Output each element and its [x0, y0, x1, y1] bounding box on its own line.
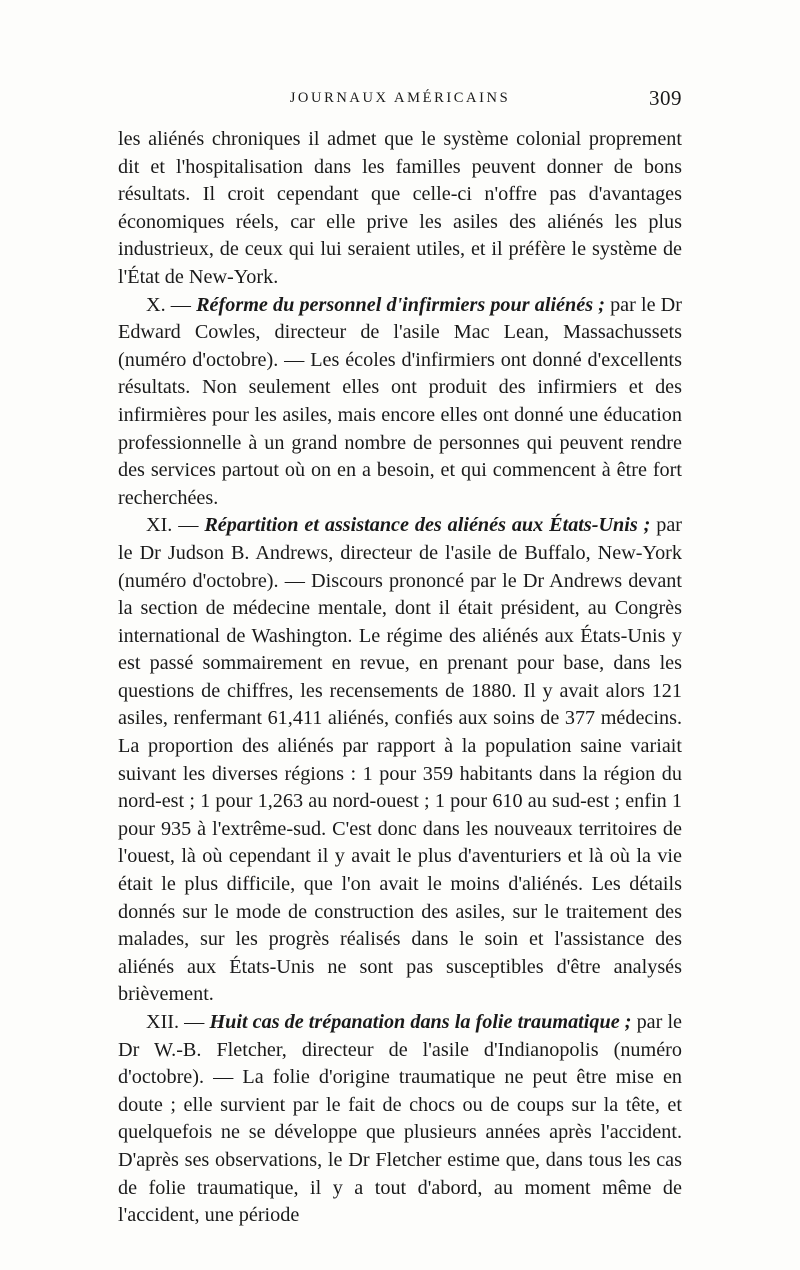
paragraph-continuation: [118, 126, 682, 292]
section-number: XII. —: [146, 1011, 205, 1033]
paragraph-text: les aliénés chroniques il admet que le système colonial proprement dit et l'hospitalisation dans les familles peuvent donner de bons résultats. Il croit cependant que celle-ci n'offre pas d'avantages économiques réels, car elle prive les asiles des aliénés les plus industrieux, de ceux qui lui seraient utiles, et il préfère le système de l'État de New-York.: [118, 128, 682, 288]
body-text: [118, 126, 682, 1230]
section-title: Huit cas de trépanation dans la folie traumatique ;: [209, 1011, 632, 1033]
section-xii: [118, 1009, 682, 1230]
section-title: Réforme du personnel d'infirmiers pour aliénés ;: [196, 293, 605, 316]
section-number: XI. —: [146, 514, 199, 537]
section-text: par le Dr W.-B. Fletcher, directeur de l'asile d'Indianopolis (numéro d'octobre). — La folie d'origine traumatique ne peut être mise en doute ; elle survient par le fait de chocs ou de coups sur la tête, et quelquefois ne se développe que plusieurs années après l'accident. D'après ses observations, le Dr Fletcher estime que, dans tous les cas de folie traumatique, il y a tout d'abord, au moment même de l'accident, une période: [118, 1011, 683, 1227]
page-number: 309: [649, 86, 682, 110]
running-head: [118, 86, 682, 116]
section-number: X. —: [146, 293, 191, 316]
section-xi: [118, 512, 682, 1009]
section-text: par le Dr Edward Cowles, directeur de l'asile Mac Lean, Massachussets (numéro d'octobre). — Les écoles d'infirmiers ont donné d'excellents résultats. Non seulement elles ont produit des infirmiers et des infirmières pour les asiles, mais encore elles ont donné une éducation professionnelle à un grand nombre de personnes qui peuvent rendre des services partout où on en a besoin, et qui commencent à être fort recherchées.: [118, 293, 682, 509]
running-title: JOURNAUX AMÉRICAINS: [289, 90, 511, 106]
section-x: [118, 292, 682, 513]
section-title: Répartition et assistance des aliénés aux États-Unis ;: [204, 514, 651, 537]
section-text: par le Dr Judson B. Andrews, directeur de l'asile de Buffalo, New-York (numéro d'octobre). — Discours prononcé par le Dr Andrews devant la section de médecine mentale, dont il était président, au Congrès international de Washington. Le régime des aliénés aux États-Unis y est passé sommairement en revue, en prenant pour base, dans les questions de chiffres, les recensements de 1880. Il y avait alors 121 asiles, renfermant 61,411 aliénés, confiés aux soins de 377 médecins. La proportion des aliénés par rapport à la population saine variait suivant les diverses régions : 1 pour 359 habitants dans la région du nord-est ; 1 pour 1,263 au nord-ouest ; 1 pour 610 au sud-est ; enfin 1 pour 935 à l'extrême-sud. C'est donc dans les nouveaux territoires de l'ouest, là où cependant il y avait le plus d'aventuriers et là où la vie était le plus difficile, que l'on avait le moins d'aliénés. Les détails donnés sur le mode de construction des asiles, sur le traitement des malades, sur les progrès réalisés dans le soin et l'assistance des aliénés aux États-Unis ne sont pas susceptibles d'être analysés brièvement.: [118, 514, 683, 1006]
